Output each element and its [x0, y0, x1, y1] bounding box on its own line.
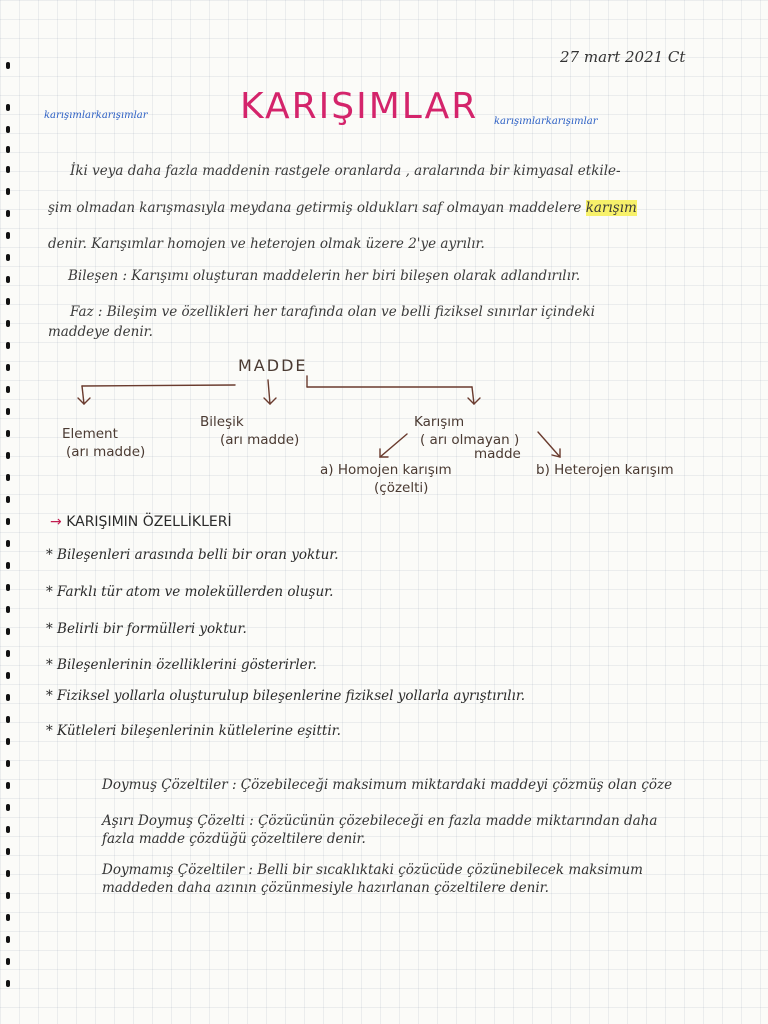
- section-heading: [50, 514, 232, 530]
- property-item: * Bileşenleri arasında belli bir oran yoktur.: [46, 547, 339, 563]
- page-title: KARIŞIMLAR: [240, 86, 479, 127]
- property-item: * Fiziksel yollarla oluşturulup bileşenlerine fiziksel yollarla ayrıştırılır.: [46, 688, 526, 704]
- diagram-karisim: Karışım: [414, 414, 465, 430]
- diagram-element-note: (arı madde): [66, 444, 146, 460]
- section-title: KARIŞIMIN ÖZELLİKLERİ: [66, 514, 232, 530]
- date: 27 mart 2021 Ct: [560, 48, 686, 66]
- doymus-definition: Doymuş Çözeltiler : Çözebileceği maksimum miktardaki maddeyi çözmüş olan çöze: [102, 777, 673, 793]
- diagram-homojen-note: (çözelti): [374, 480, 429, 496]
- diagram-heterojen: b) Heterojen karışım: [536, 462, 674, 478]
- intro-line-1: İki veya daha fazla maddenin rastgele oranlarda , aralarında bir kimyasal etkile-: [70, 163, 621, 179]
- doymamis-definition-line-2: maddeden daha azının çözünmesiyle hazırlanan çözeltilere denir.: [102, 880, 549, 896]
- asiri-doymus-definition-line-2: fazla madde çözdüğü çözeltilere denir.: [102, 831, 366, 847]
- diagram-karisim-note: ( arı olmayan ): [420, 432, 520, 448]
- diagram-homojen: a) Homojen karışım: [320, 462, 452, 478]
- intro-line-2-text: şim olmadan karışmasıyla meydana getirmiş oldukları saf olmayan maddelere: [48, 200, 582, 216]
- title-decoration-right: karışımlarkarışımlar: [494, 116, 598, 127]
- doymamis-definition-line-1: Doymamış Çözeltiler : Belli bir sıcaklıktaki çözücüde çözünebilecek maksimum: [102, 862, 643, 878]
- asiri-doymus-definition-line-1: Aşırı Doymuş Çözelti : Çözücünün çözebileceği en fazla madde miktarından daha: [102, 813, 658, 829]
- title-decoration-left: karışımlarkarışımlar: [44, 110, 148, 121]
- diagram-karisim-note-2: madde: [474, 446, 521, 462]
- diagram-root: MADDE: [238, 356, 308, 375]
- section-arrow: →: [50, 514, 62, 530]
- property-item: * Kütleleri bileşenlerinin kütlelerine eşittir.: [46, 723, 341, 739]
- faz-definition-line-2: maddeye denir.: [48, 324, 153, 340]
- property-item: * Farklı tür atom ve moleküllerden oluşur.: [46, 584, 334, 600]
- highlighted-term: karışım: [585, 200, 637, 216]
- diagram-bilesik: Bileşik: [200, 414, 244, 430]
- diagram-bilesik-note: (arı madde): [220, 432, 300, 448]
- property-item: * Bileşenlerinin özelliklerini gösterirler.: [46, 657, 317, 673]
- faz-definition-line-1: Faz : Bileşim ve özellikleri her tarafında olan ve belli fiziksel sınırlar içindeki: [70, 304, 595, 320]
- property-item: * Belirli bir formülleri yoktur.: [46, 621, 247, 637]
- diagram-element: Element: [62, 426, 118, 442]
- intro-line-3: denir. Karışımlar homojen ve heterojen olmak üzere 2'ye ayrılır.: [48, 236, 485, 252]
- bilesen-definition: Bileşen : Karışımı oluşturan maddelerin her biri bileşen olarak adlandırılır.: [68, 268, 581, 284]
